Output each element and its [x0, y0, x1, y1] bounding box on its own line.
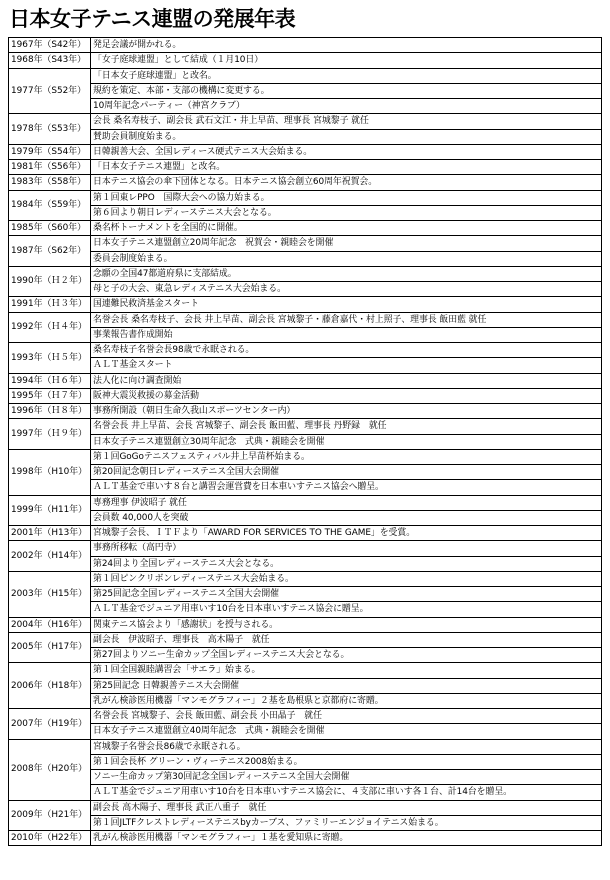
- table-row: [9, 38, 602, 53]
- year-cell: 1991年（Ｈ３年）: [9, 297, 91, 312]
- table-row: [9, 68, 602, 83]
- table-row: [9, 480, 602, 495]
- table-row: [9, 83, 602, 98]
- event-cell: ＡＬＴ基金でジュニア用車いす10台を日本車いすテニス協会に贈呈。: [91, 602, 602, 617]
- year-cell: 1987年（S62年）: [9, 236, 91, 267]
- event-cell: 名誉会長 桑名寿枝子、会長 井上早苗、副会長 宮城黎子・藤倉嘉代・村上照子、理事長 飯田藍 就任: [91, 312, 602, 327]
- table-row: [9, 693, 602, 708]
- year-cell: 1985年（S60年）: [9, 221, 91, 236]
- table-row: [9, 144, 602, 159]
- table-row: [9, 831, 602, 846]
- year-cell: 2004年（H16年）: [9, 617, 91, 632]
- event-cell: 法人化に向け調査開始: [91, 373, 602, 388]
- event-cell: ＡＬＴ基金で車いす８台と講習会運営費を日本車いすテニス協会へ贈呈。: [91, 480, 602, 495]
- event-cell: 規約を策定、本部・支部の機構に変更する。: [91, 83, 602, 98]
- event-cell: 第１回会長杯 グリーン・ヴィーテニス2008始まる。: [91, 754, 602, 769]
- year-cell: 1977年（S52年）: [9, 68, 91, 114]
- table-row: [9, 815, 602, 830]
- event-cell: 名誉会長 井上早苗、会長 宮城黎子、副会長 飯田藍、理事長 丹野録 就任: [91, 419, 602, 434]
- year-cell: 2006年（H18年）: [9, 663, 91, 709]
- event-cell: 日本女子テニス連盟創立40周年記念 式典・親睦会を開催: [91, 724, 602, 739]
- table-row: [9, 800, 602, 815]
- year-cell: 1968年（S43年）: [9, 53, 91, 68]
- table-row: [9, 297, 602, 312]
- event-cell: 阪神大震災救援の募金活動: [91, 388, 602, 403]
- table-row: [9, 495, 602, 510]
- event-cell: 副会長 伊波昭子、理事長 高木陽子 就任: [91, 632, 602, 647]
- year-cell: 1992年（Ｈ４年）: [9, 312, 91, 343]
- page-title: 日本女子テニス連盟の発展年表: [9, 7, 296, 31]
- event-cell: 日本テニス協会の傘下団体となる。日本テニス協会創立60周年祝賀会。: [91, 175, 602, 190]
- event-cell: 第25回記念全国レディーステニス全国大会開催: [91, 587, 602, 602]
- year-cell: 1967年（S42年）: [9, 38, 91, 53]
- table-row: [9, 99, 602, 114]
- event-cell: 発足会議が開かれる。: [91, 38, 602, 53]
- history-table-body: [9, 38, 602, 846]
- event-cell: 10周年記念パーティー（神宮クラブ）: [91, 99, 602, 114]
- year-cell: 1997年（Ｈ９年）: [9, 419, 91, 450]
- event-cell: 「日本女子庭球連盟」と改名。: [91, 68, 602, 83]
- event-cell: 第25回記念 日韓親善テニス大会開催: [91, 678, 602, 693]
- year-cell: 1990年（Ｈ２年）: [9, 266, 91, 297]
- table-row: [9, 556, 602, 571]
- year-cell: 1983年（S58年）: [9, 175, 91, 190]
- event-cell: 国連難民救済基金スタート: [91, 297, 602, 312]
- table-row: [9, 754, 602, 769]
- year-cell: 2002年（H14年）: [9, 541, 91, 572]
- table-row: [9, 358, 602, 373]
- table-row: [9, 236, 602, 251]
- event-cell: 第６回より朝日レディーステニス大会となる。: [91, 205, 602, 220]
- event-cell: 第１回JLTFクレストレディーステニスbyカーブス、ファミリーエンジョイテニス始まる。: [91, 815, 602, 830]
- event-cell: 「女子庭球連盟」として結成（１月10日）: [91, 53, 602, 68]
- table-row: [9, 602, 602, 617]
- event-cell: 桑名杯トーナメントを全国的に開催。: [91, 221, 602, 236]
- table-row: [9, 785, 602, 800]
- year-cell: 2009年（H21年）: [9, 800, 91, 831]
- event-cell: 日本女子テニス連盟創立30周年記念 式典・親睦会を開催: [91, 434, 602, 449]
- table-row: [9, 129, 602, 144]
- event-cell: ソニー生命カップ第30回記念全国レディーステニス全国大会開催: [91, 770, 602, 785]
- table-row: [9, 739, 602, 754]
- table-row: [9, 510, 602, 525]
- event-cell: 第１回東レPPO 国際大会への協力始まる。: [91, 190, 602, 205]
- year-cell: 1995年（Ｈ７年）: [9, 388, 91, 403]
- event-cell: 事業報告書作成開始: [91, 327, 602, 342]
- table-row: [9, 419, 602, 434]
- table-row: [9, 648, 602, 663]
- table-row: [9, 160, 602, 175]
- event-cell: 第１回ピンクリボンレディーステニス大会始まる。: [91, 571, 602, 586]
- event-cell: 第１回全国親睦講習会「サエラ」始まる。: [91, 663, 602, 678]
- event-cell: 委員会制度始まる。: [91, 251, 602, 266]
- table-row: [9, 709, 602, 724]
- table-row: [9, 282, 602, 297]
- event-cell: 日韓親善大会、全国レディース硬式テニス大会始まる。: [91, 144, 602, 159]
- event-cell: 宮城黎子会長、ＩＴＦより「AWARD FOR SERVICES TO THE GAME」を受賞。: [91, 526, 602, 541]
- event-cell: 宮城黎子名誉会長86歳で永眠される。: [91, 739, 602, 754]
- table-row: [9, 663, 602, 678]
- table-row: [9, 190, 602, 205]
- table-row: [9, 678, 602, 693]
- event-cell: 乳がん検診医用機器「マンモグラフィー」１基を愛知県に寄贈。: [91, 831, 602, 846]
- year-cell: 1984年（S59年）: [9, 190, 91, 221]
- year-cell: 2005年（H17年）: [9, 632, 91, 663]
- event-cell: 会員数 40,000人を突破: [91, 510, 602, 525]
- event-cell: ＡＬＴ基金スタート: [91, 358, 602, 373]
- year-cell: 1996年（Ｈ８年）: [9, 404, 91, 419]
- event-cell: 第１回GoGoテニスフェスティバル井上早苗杯始まる。: [91, 449, 602, 464]
- table-row: [9, 221, 602, 236]
- table-row: [9, 251, 602, 266]
- event-cell: 日本女子テニス連盟創立20周年記念 祝賀会・親睦会を開催: [91, 236, 602, 251]
- year-cell: 1999年（H11年）: [9, 495, 91, 526]
- table-row: [9, 449, 602, 464]
- event-cell: 事務所移転（高円寺）: [91, 541, 602, 556]
- year-cell: 2010年（H22年）: [9, 831, 91, 846]
- table-row: [9, 388, 602, 403]
- year-cell: 1993年（Ｈ５年）: [9, 343, 91, 374]
- table-row: [9, 404, 602, 419]
- table-row: [9, 724, 602, 739]
- table-row: [9, 587, 602, 602]
- event-cell: 副会長 高木陽子、理事長 武正八重子 就任: [91, 800, 602, 815]
- table-row: [9, 53, 602, 68]
- table-row: [9, 373, 602, 388]
- event-cell: 母と子の大会、東急レディステニス大会始まる。: [91, 282, 602, 297]
- event-cell: 第20回記念朝日レディーステニス全国大会開催: [91, 465, 602, 480]
- table-row: [9, 114, 602, 129]
- table-row: [9, 312, 602, 327]
- event-cell: 事務所開設（朝日生命久我山スポーツセンター内）: [91, 404, 602, 419]
- table-row: [9, 434, 602, 449]
- event-cell: 賛助会員制度始まる。: [91, 129, 602, 144]
- table-row: [9, 205, 602, 220]
- table-row: [9, 571, 602, 586]
- year-cell: 1994年（Ｈ６年）: [9, 373, 91, 388]
- table-row: [9, 343, 602, 358]
- year-cell: 1998年（H10年）: [9, 449, 91, 495]
- year-cell: 2003年（H15年）: [9, 571, 91, 617]
- event-cell: ＡＬＴ基金でジュニア用車いす10台を日本車いすテニス協会に、４支部に車いす各１台、計14台を贈呈。: [91, 785, 602, 800]
- event-cell: 専務理事 伊波昭子 就任: [91, 495, 602, 510]
- year-cell: 2007年（H19年）: [9, 709, 91, 740]
- event-cell: 乳がん検診医用機器「マンモグラフィー」２基を島根県と京都府に寄贈。: [91, 693, 602, 708]
- table-row: [9, 266, 602, 281]
- table-row: [9, 175, 602, 190]
- year-cell: 2008年（H20年）: [9, 739, 91, 800]
- year-cell: 2001年（H13年）: [9, 526, 91, 541]
- event-cell: 第24回より全国レディーステニス大会となる。: [91, 556, 602, 571]
- year-cell: 1979年（S54年）: [9, 144, 91, 159]
- event-cell: 「日本女子テニス連盟」と改名。: [91, 160, 602, 175]
- table-row: [9, 465, 602, 480]
- event-cell: 関東テニス協会より「感謝状」を授与される。: [91, 617, 602, 632]
- table-row: [9, 327, 602, 342]
- table-row: [9, 541, 602, 556]
- table-row: [9, 632, 602, 647]
- year-cell: 1978年（S53年）: [9, 114, 91, 145]
- year-cell: 1981年（S56年）: [9, 160, 91, 175]
- event-cell: 会長 桑名寿枝子、副会長 武石文江・井上早苗、理事長 宮城黎子 就任: [91, 114, 602, 129]
- table-row: [9, 526, 602, 541]
- table-row: [9, 617, 602, 632]
- table-row: [9, 770, 602, 785]
- event-cell: 桑名寿枝子名誉会長98歳で永眠される。: [91, 343, 602, 358]
- event-cell: 名誉会長 宮城黎子、会長 飯田藍、副会長 小田晶子 就任: [91, 709, 602, 724]
- event-cell: 念願の全国47都道府県に支部結成。: [91, 266, 602, 281]
- event-cell: 第27回よりソニー生命カップ全国レディーステニス大会となる。: [91, 648, 602, 663]
- history-table: [8, 37, 602, 846]
